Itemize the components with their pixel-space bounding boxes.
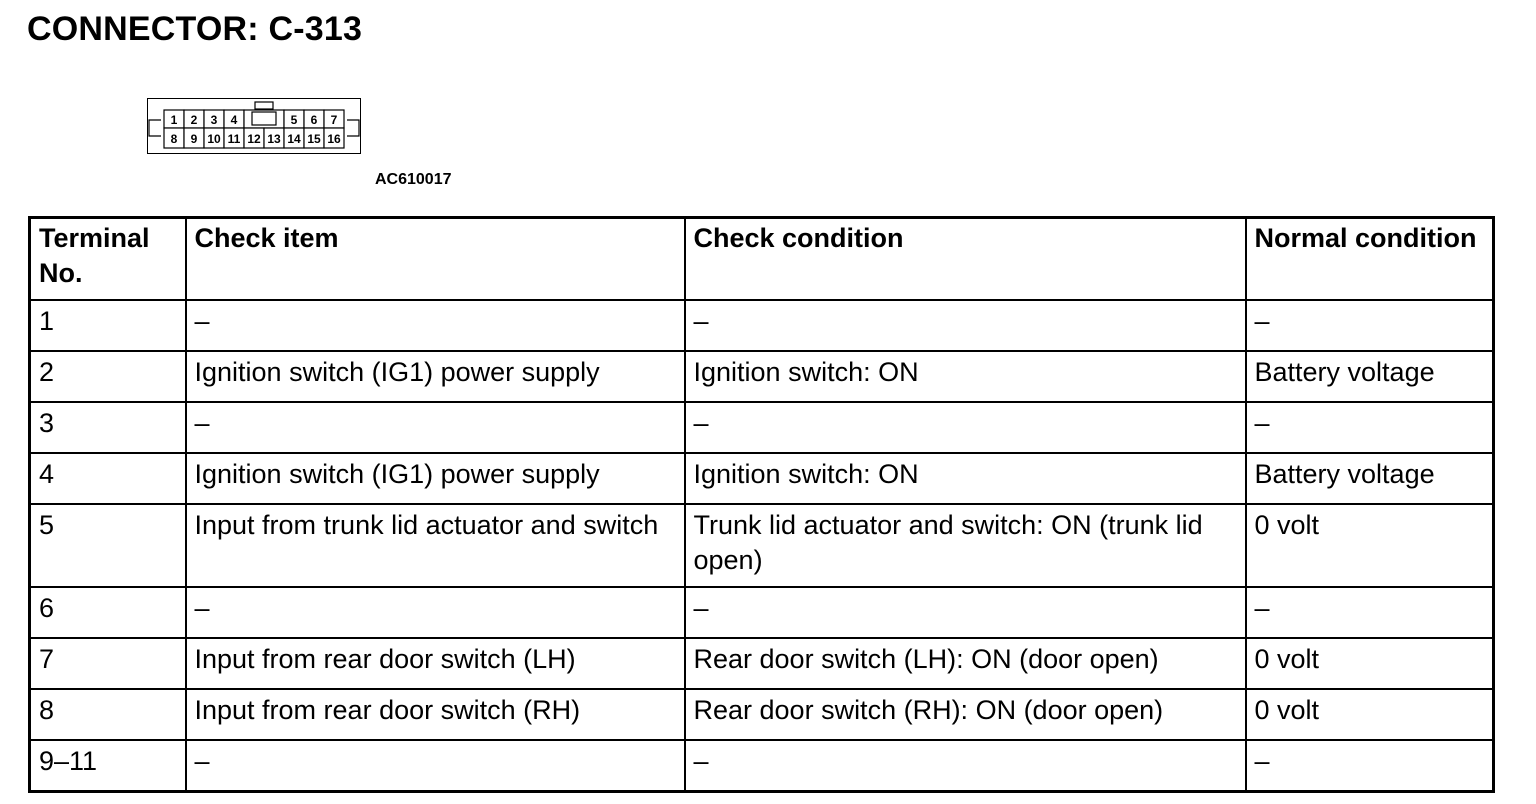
pin-label: 13	[267, 132, 281, 146]
check-item-cell: Ignition switch (IG1) power supply	[186, 351, 685, 402]
header-check-item: Check item	[186, 218, 685, 301]
table-row	[30, 351, 1494, 402]
pin-label: 8	[170, 132, 178, 146]
pin-label: 1	[170, 113, 178, 127]
normal-condition-cell: –	[1246, 740, 1494, 792]
connector-lock-tab	[255, 102, 273, 109]
normal-condition-cell: –	[1246, 300, 1494, 351]
check-condition-cell: Trunk lid actuator and switch: ON (trunk lid open)	[685, 504, 1246, 587]
pin-label: 16	[327, 132, 341, 146]
pin-label: 9	[190, 132, 198, 146]
terminal-no-cell: 6	[30, 587, 186, 638]
normal-condition-cell: Battery voltage	[1246, 351, 1494, 402]
header-normal-condition: Normal condition	[1246, 218, 1494, 301]
connector-diagram	[147, 98, 361, 154]
figure-id: AC610017	[375, 171, 452, 188]
check-item-cell: Input from rear door switch (LH)	[186, 638, 685, 689]
terminal-no-cell: 8	[30, 689, 186, 740]
terminal-no-cell: 5	[30, 504, 186, 587]
pin-label: 11	[227, 132, 241, 146]
table-row	[30, 587, 1494, 638]
check-item-cell: –	[186, 587, 685, 638]
terminal-no-cell: 7	[30, 638, 186, 689]
terminal-no-cell: 3	[30, 402, 186, 453]
table-row	[30, 638, 1494, 689]
check-item-cell: –	[186, 300, 685, 351]
pin-label: 14	[287, 132, 301, 146]
check-condition-cell: Rear door switch (LH): ON (door open)	[685, 638, 1246, 689]
check-condition-cell: Ignition switch: ON	[685, 453, 1246, 504]
check-condition-cell: –	[685, 300, 1246, 351]
check-item-cell: –	[186, 740, 685, 792]
check-condition-cell: –	[685, 587, 1246, 638]
pin-label: 3	[210, 113, 218, 127]
normal-condition-cell: Battery voltage	[1246, 453, 1494, 504]
check-item-cell: Input from trunk lid actuator and switch	[186, 504, 685, 587]
pin-label: 2	[190, 113, 198, 127]
check-item-cell: –	[186, 402, 685, 453]
terminal-no-cell: 9–11	[30, 740, 186, 792]
terminal-no-cell: 1	[30, 300, 186, 351]
check-condition-cell: –	[685, 740, 1246, 792]
pin-label: 5	[290, 113, 298, 127]
normal-condition-cell: 0 volt	[1246, 638, 1494, 689]
check-condition-cell: Rear door switch (RH): ON (door open)	[685, 689, 1246, 740]
terminal-check-table	[28, 216, 1495, 793]
table-row	[30, 689, 1494, 740]
terminal-no-cell: 4	[30, 453, 186, 504]
pin-label: 6	[310, 113, 318, 127]
check-condition-cell: –	[685, 402, 1246, 453]
check-condition-cell: Ignition switch: ON	[685, 351, 1246, 402]
normal-condition-cell: 0 volt	[1246, 504, 1494, 587]
table-row	[30, 402, 1494, 453]
normal-condition-cell: –	[1246, 402, 1494, 453]
header-terminal-no: Terminal No.	[30, 218, 186, 301]
terminal-no-cell: 2	[30, 351, 186, 402]
pin-label: 10	[207, 132, 221, 146]
page-title: CONNECTOR: C-313	[27, 10, 363, 48]
table-row	[30, 740, 1494, 792]
check-item-cell: Ignition switch (IG1) power supply	[186, 453, 685, 504]
table-row	[30, 453, 1494, 504]
pin-label: 4	[230, 113, 238, 127]
normal-condition-cell: –	[1246, 587, 1494, 638]
pin-label: 7	[330, 113, 338, 127]
table-row	[30, 504, 1494, 587]
table-row	[30, 300, 1494, 351]
header-check-condition: Check condition	[685, 218, 1246, 301]
pin-label: 12	[247, 132, 261, 146]
check-item-cell: Input from rear door switch (RH)	[186, 689, 685, 740]
normal-condition-cell: 0 volt	[1246, 689, 1494, 740]
pin-label: 15	[307, 132, 321, 146]
table-header-row	[30, 218, 1494, 301]
connector-key	[252, 112, 276, 125]
